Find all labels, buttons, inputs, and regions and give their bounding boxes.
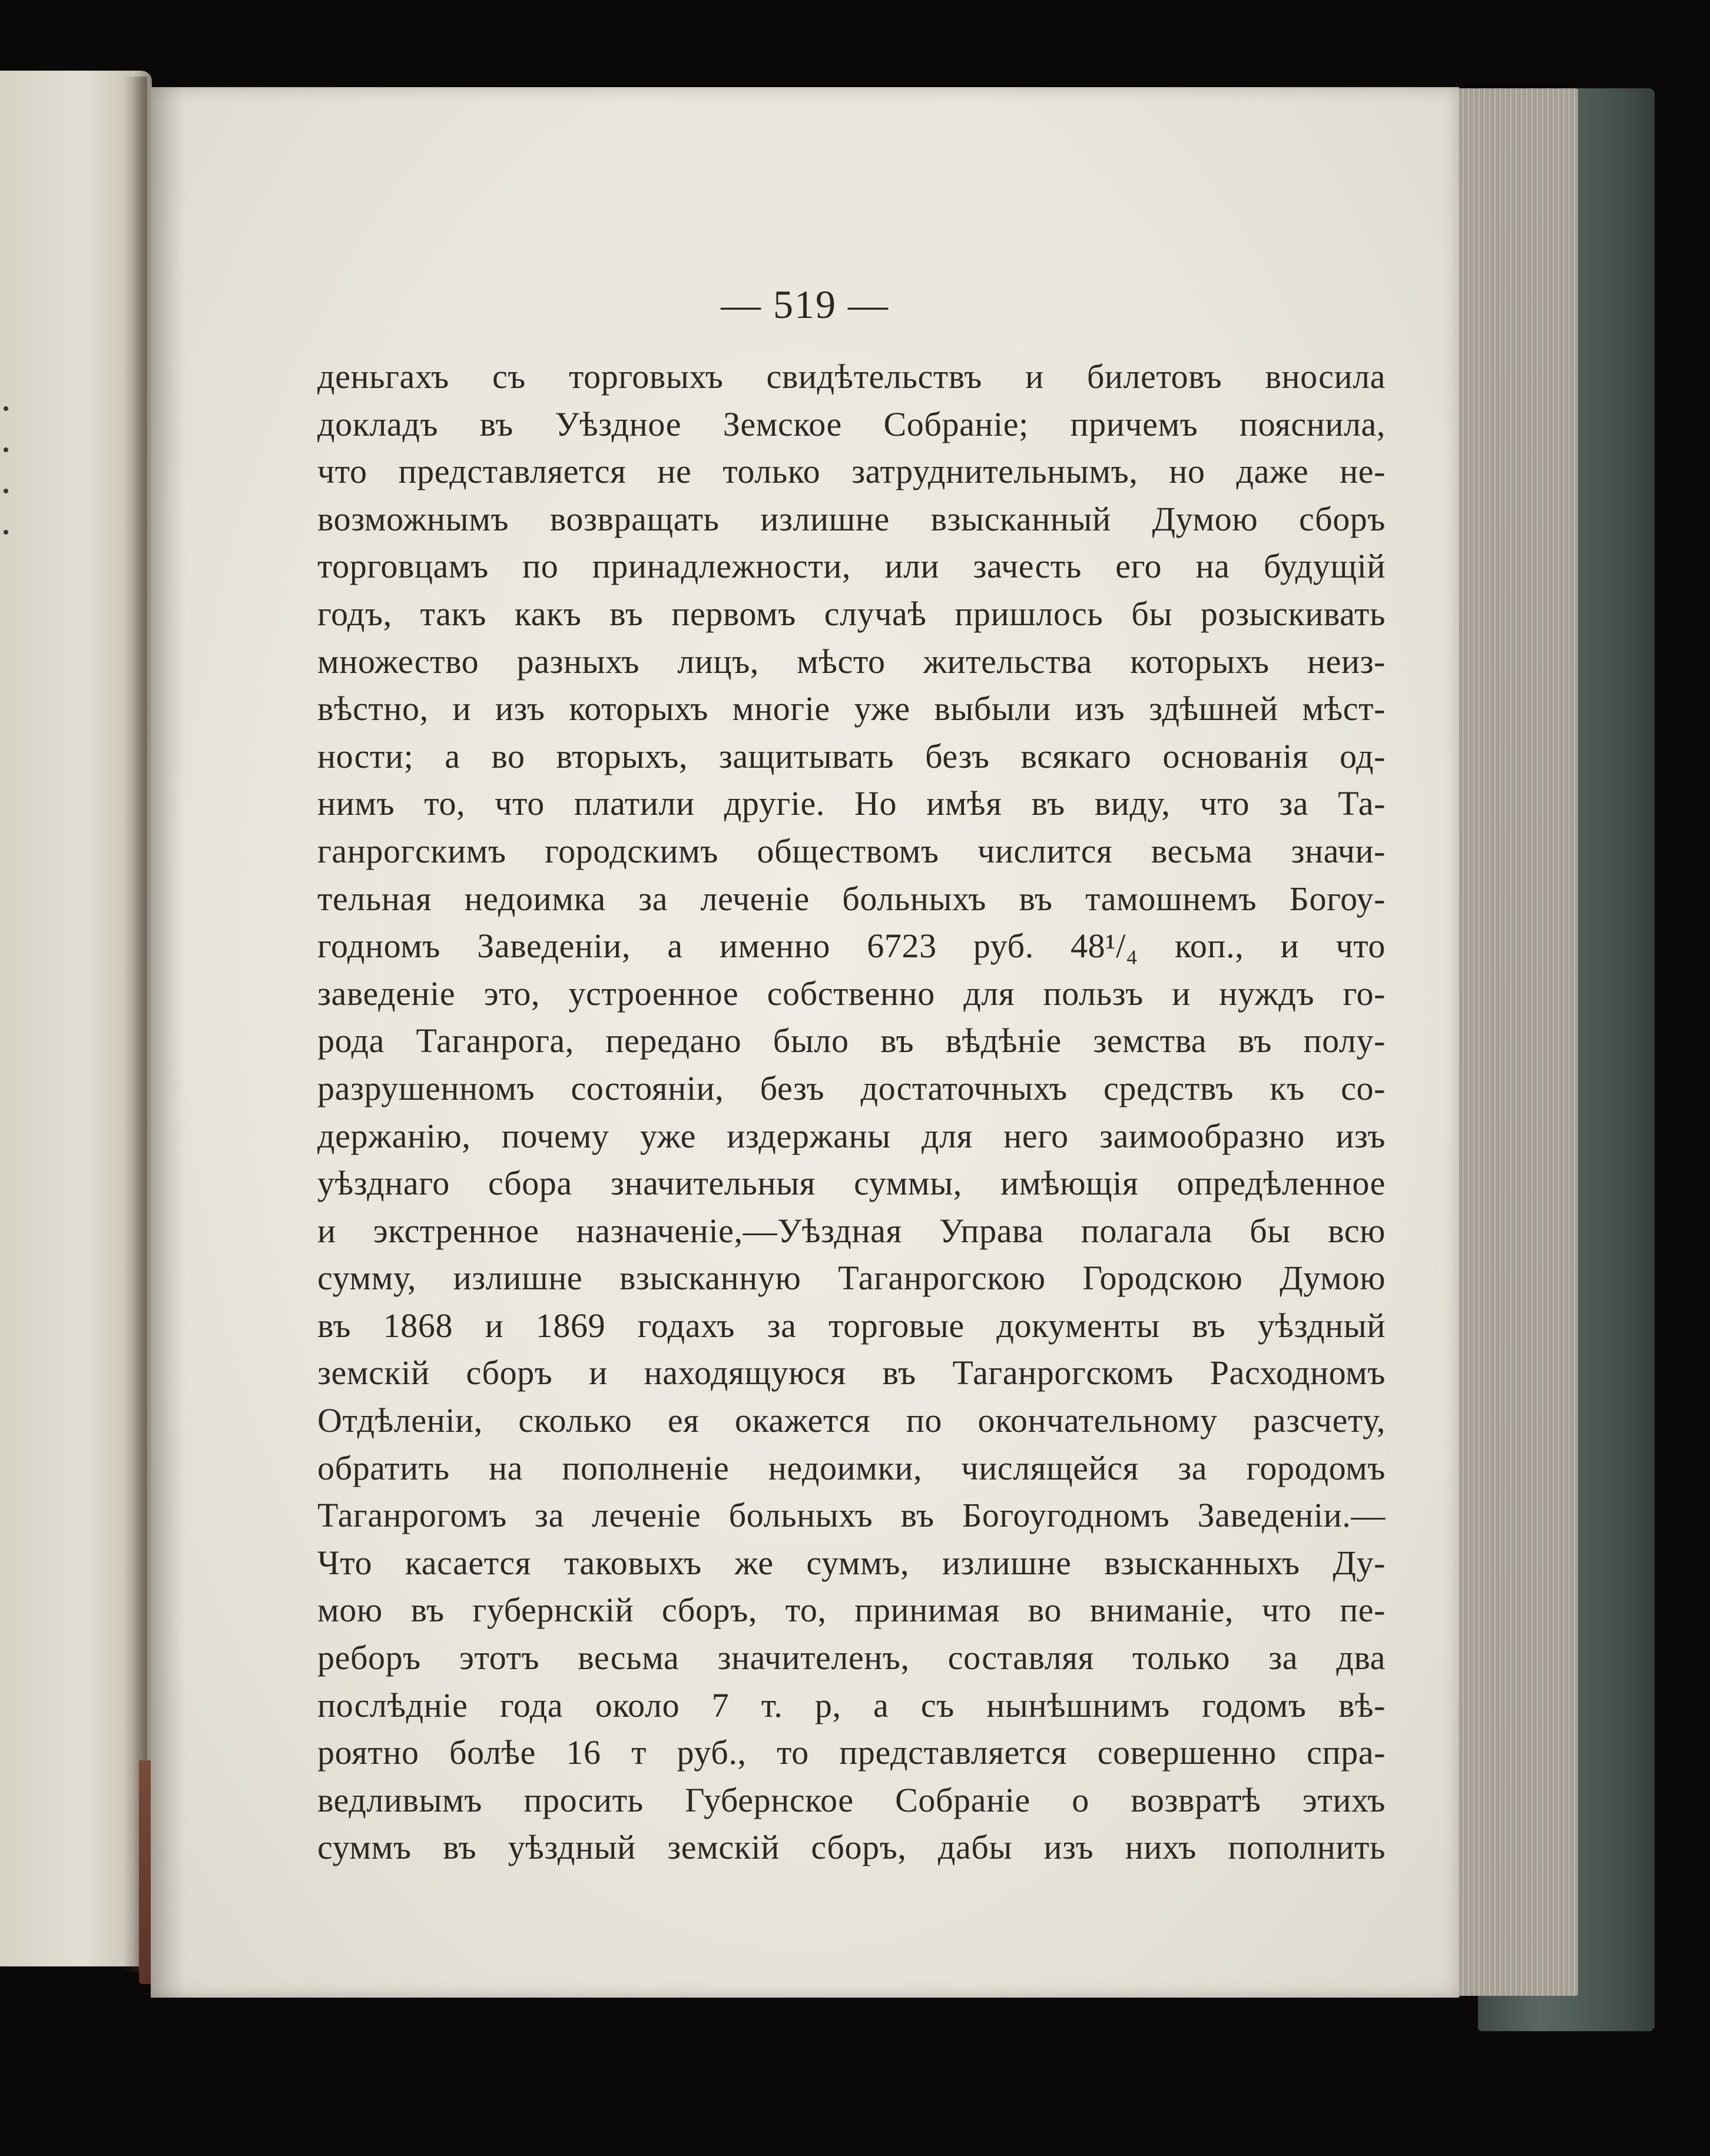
text-line: ведливымъ просить Губернское Собраніе о возвратѣ этихъ bbox=[317, 1780, 1386, 1819]
text-line: заведеніе это, устроенное собственно для пользъ и нуждъ го- bbox=[317, 974, 1386, 1013]
text-line: что представляется не только затруднительнымъ, но даже не- bbox=[317, 452, 1386, 491]
text-line: въ 1868 и 1869 годахъ за торговые документы въ уѣздный bbox=[317, 1306, 1386, 1345]
text-line: вѣстно, и изъ которыхъ многіе уже выбыли изъ здѣшней мѣст- bbox=[317, 689, 1386, 728]
text-line: сумму, излишне взысканную Таганрогскою Городскою Думою bbox=[317, 1259, 1386, 1298]
text-line: и экстренное назначеніе,—Уѣздная Управа полагала бы всю bbox=[317, 1211, 1386, 1250]
text-line: возможнымъ возвращать излишне взысканный Думою сборъ bbox=[317, 499, 1386, 538]
book-page bbox=[151, 87, 1459, 1998]
body-text bbox=[317, 353, 1386, 1872]
text-line: роятно болѣе 16 т руб., то представляется совершенно спра- bbox=[317, 1733, 1386, 1772]
text-line: уѣзднаго сбора значительныя суммы, имѣющія опредѣленное bbox=[317, 1164, 1386, 1203]
text-line: годъ, такъ какъ въ первомъ случаѣ пришлось бы розыскивать bbox=[317, 594, 1386, 633]
margin-mark bbox=[4, 489, 8, 493]
text-line: Что касается таковыхъ же суммъ, излишне взысканныхъ Ду- bbox=[317, 1543, 1386, 1582]
text-line: суммъ въ уѣздный земскій сборъ, дабы изъ нихъ пополнить bbox=[317, 1828, 1386, 1867]
text-line: тельная недоимка за леченіе больныхъ въ тамошнемъ Богоу- bbox=[317, 879, 1386, 918]
text-line: держанію, почему уже издержаны для него заимообразно изъ bbox=[317, 1116, 1386, 1155]
text-line: деньгахъ съ торговыхъ свидѣтельствъ и билетовъ вносила bbox=[317, 357, 1386, 396]
gutter-shadow bbox=[124, 77, 147, 1972]
page-inner-shadow bbox=[151, 87, 186, 1998]
text-line: рода Таганрога, передано было въ вѣдѣніе земства въ полу- bbox=[317, 1021, 1386, 1060]
text-line: Отдѣленіи, сколько ея окажется по окончательному разсчету, bbox=[317, 1401, 1386, 1440]
text-line: земскій сборъ и находящуюся въ Таганрогскомъ Расходномъ bbox=[317, 1354, 1386, 1392]
text-line: мою въ губернскій сборъ, то, принимая во вниманіе, что пе- bbox=[317, 1591, 1386, 1630]
page-number: — 519 — bbox=[721, 282, 889, 327]
text-line: годномъ Заведеніи, а именно 6723 руб. 48¹/₄ коп., и что bbox=[317, 927, 1386, 966]
text-line: реборъ этотъ весьма значителенъ, составляя только за два bbox=[317, 1638, 1386, 1677]
text-line: нимъ то, что платили другіе. Но имѣя въ виду, что за Та- bbox=[317, 784, 1386, 823]
margin-mark bbox=[4, 406, 8, 411]
text-line: ганрогскимъ городскимъ обществомъ числится весьма значи- bbox=[317, 831, 1386, 870]
text-line: множество разныхъ лицъ, мѣсто жительства которыхъ неиз- bbox=[317, 642, 1386, 681]
text-line: Таганрогомъ за леченіе больныхъ въ Богоугодномъ Заведеніи.— bbox=[317, 1496, 1386, 1535]
text-line: докладъ въ Уѣздное Земское Собраніе; причемъ пояснила, bbox=[317, 404, 1386, 443]
margin-mark bbox=[4, 530, 8, 535]
text-line: послѣдніе года около 7 т. р, а съ нынѣшнимъ годомъ вѣ- bbox=[317, 1686, 1386, 1724]
text-line: разрушенномъ состояніи, безъ достаточныхъ средствъ къ со- bbox=[317, 1069, 1386, 1107]
page-stack-edge bbox=[1454, 88, 1578, 1996]
text-line: обратить на пополненіе недоимки, числящейся за городомъ bbox=[317, 1448, 1386, 1487]
margin-mark bbox=[4, 447, 8, 452]
text-line: ности; а во вторыхъ, защитывать безъ всякаго основанія од- bbox=[317, 737, 1386, 775]
text-line: торговцамъ по принадлежности, или зачесть его на будущій bbox=[317, 547, 1386, 586]
